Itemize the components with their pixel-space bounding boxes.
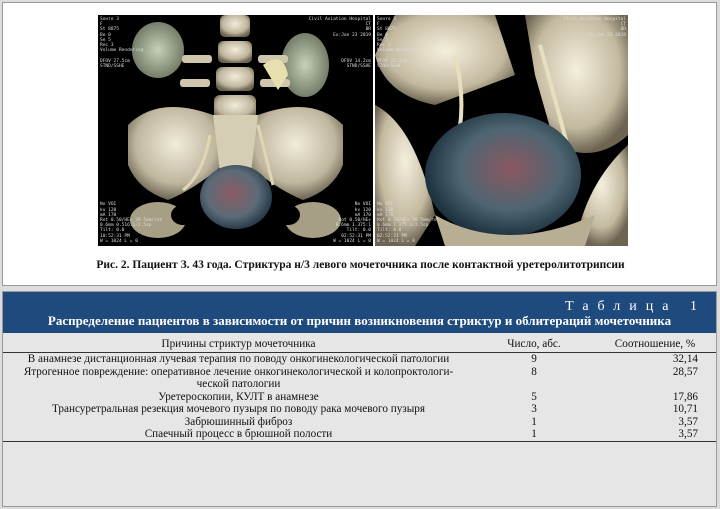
overlay-bottom-left: No VOI kv 120 mA 170 Rot 0.50/HE+ 39.5mm/rot 0.6mm 0.516:1/2.5sp Tilt: 0.0 10:52:31 PM W = 1024 L = 0: [100, 202, 163, 244]
table-title: Распределение пациентов в зависимости от причин возникновения стриктур и облитераций мочеточника: [47, 313, 672, 328]
cell-percent: 32,14: [672, 353, 698, 365]
cell-cause: В анамнезе дистанционная лучевая терапия по поводу онкогинекологической патологии: [27, 353, 450, 365]
table-row: [3, 403, 716, 416]
cell-count: 3: [531, 403, 537, 415]
column-header-count: Число, абс.: [474, 335, 594, 353]
cell-percent: 17,86: [672, 390, 698, 403]
figure-panel: [2, 2, 717, 286]
overlay-bottom-right: No VOI kv 120 mA 170 Rot 0.50/HE+ 0.6mm 1.375:1 Tilt: 0.0 02:52:31 PM W = 1024 L = 0: [333, 202, 371, 244]
table-label: Таблица 1: [565, 299, 706, 314]
cell-count: 8: [531, 365, 537, 378]
cell-cause: Ятрогенное повреждение: оперативное лечение онкогинекологической и колопроктологи- ческой патологии: [23, 365, 454, 390]
cell-cause: Уретероскопии, КУЛТ в анамнезе: [158, 390, 319, 403]
table-header-row: [3, 335, 716, 353]
overlay-bottom-left: No VOI kv 120 mA 170 Rot 0.50/HE+ 39.5mm/rot 0.6mm 1.375:1/2.5sp Tilt: 0.0 02:52:31 PM W = 1024 L = 0: [377, 202, 440, 244]
overlay-top-right: Civil Aviation Hospital CT BR Ex:Jan 23 2019 DFOV 14.2cm STND/SSHE: [308, 17, 371, 69]
data-table-panel: [2, 291, 717, 507]
figure-caption: Рис. 2. Пациент З. 43 года. Стриктура н/3 левого мочеточника после контактной уретеролитотрипсии: [96, 259, 625, 271]
column-header-cause: Причины стриктур мочеточника: [3, 335, 474, 353]
cell-count: 5: [531, 390, 537, 403]
cell-cause: Забрюшинный фиброз: [184, 415, 293, 428]
overlay-top-left: Sонте 3 F St 8875 Be 0 Se 5 Rec 3 Volume Rendering DFOV 14.2cm STND/SSHE: [377, 17, 421, 69]
column-header-percent: Соотношение, %: [594, 335, 716, 353]
cell-count: 1: [474, 428, 594, 441]
table-header-bar: [3, 292, 716, 333]
cell-cause: Спаечный процесс в брюшной полости: [3, 428, 474, 441]
ct-volume-render-zoomed: [375, 15, 628, 246]
table-row: [3, 391, 716, 404]
cell-cause: Трансуретральная резекция мочевого пузыря по поводу рака мочевого пузыря: [52, 403, 425, 415]
table-row: [3, 416, 716, 429]
cell-percent: 28,57: [672, 365, 698, 378]
table-row: [3, 428, 716, 441]
cell-count: 1: [531, 415, 537, 428]
cell-percent: 3,57: [678, 415, 698, 428]
causes-table: [3, 335, 716, 442]
cell-count: 9: [531, 353, 537, 365]
table-row: [3, 353, 716, 366]
ct-volume-render-pelvis: [98, 15, 373, 246]
overlay-top-left: Sонте 3 F St 8875 Be 0 Se 5 Rec 3 Volume Rendering DFOV 27.5cm STND/SSHE: [100, 17, 144, 69]
table-row: [3, 366, 716, 391]
overlay-top-right: Civil Aviation Hospital CT BR Ex:Jan 23 2019: [563, 17, 626, 38]
cell-percent: 10,71: [672, 403, 698, 415]
cell-percent: 3,57: [594, 428, 716, 441]
